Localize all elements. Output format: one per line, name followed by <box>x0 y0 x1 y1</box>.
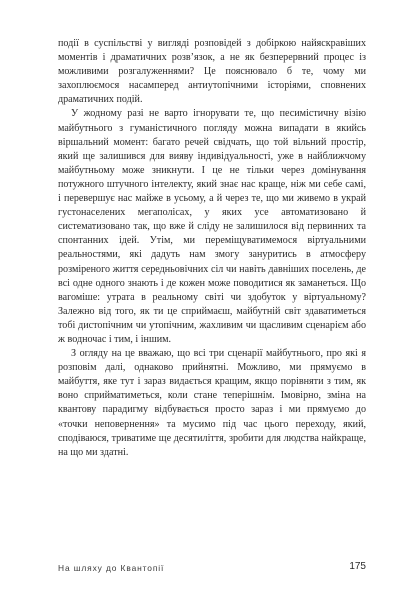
paragraph-three-scenarios: З огляду на це вважаю, що всі три сценарії майбутнього, про які я розповім далі, однаково прийнятні. Можливо, ми прямуємо в майбуття, яке тут і зараз видається кращим, якщо порівняти з тим, як воно сприйматиметься, коли стане теперішнім. Імовірно, зміна на квантову парадигму відбувається просто зараз і ми прямуємо до «точки неповернення» та мусимо під час цього переходу, який, сподіваюся, триватиме ще десятиліття, зробити для людства найкраще, на що ми здатні. <box>58 348 366 458</box>
paragraph-pessimistic-vision: У жодному разі не варто ігнорувати те, що песимістичну візію майбутнього з гуманістичного погляду можна випадати в якийсь віршальний момент: багато речей свідчать, що той вільний простір, який ще залишився для вияву індивідуальності, уже в найближчому майбутньому може зникнути. І це не тільки через домінування потужного штучного інтелекту, який знає нас краще, ніж ми себе самі, і перевершує нас майже в усьому, а й через те, що ми живемо в украй густонаселених мегаполісах, у яких усе автоматизовано й систематизовано так, що вже й сліду не залишилося від первинних та спонтанних ідей. Утім, ми переміщуватимемося віртуальними реальностями, які дадуть нам змогу зануритись в атмосферу розміреного життя середньовічних сіл чи навіть давніших поселень, де всі одне одного знають і де кожен може поводитися як заманеться. Що вагоміше: утрата в реальному світі чи здобуток у віртуальному? Залежно від того, як ти це сприймаєш, майбутній світ здаватиметься тобі дистопічним чи утопічним, жахливим чи щасливим сценарієм або ж водночас і тим, і іншим. <box>58 108 366 345</box>
paragraph-continuation: події в суспільстві у вигляді розповідей з добіркою найяскравіших моментів і драматичних розв’язок, а не як безперервний процес із можливими розгалуженнями? Це пояснювало б те, чому ми захоплюємося насамперед антиутопічними історіями, сповнених драматичних подій. <box>58 38 366 106</box>
body-text <box>58 37 366 460</box>
running-footer-title: На шляху до Квантопії <box>58 563 165 573</box>
page-number: 175 <box>349 561 366 572</box>
